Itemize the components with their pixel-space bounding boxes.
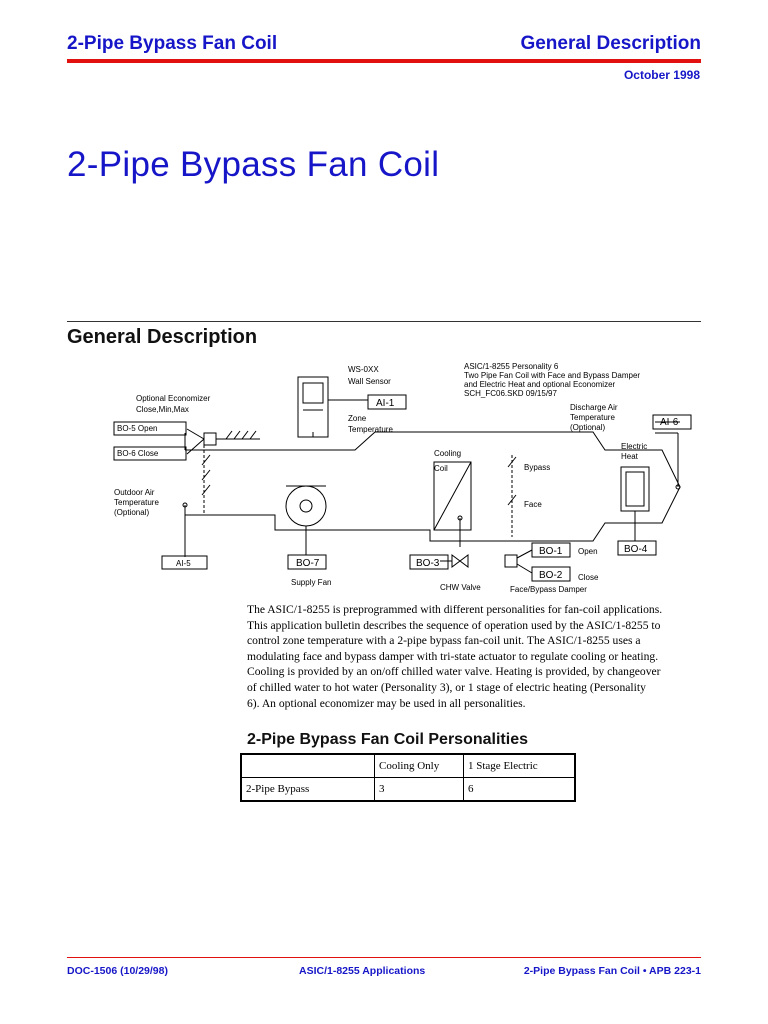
table-row [241,778,575,802]
zone-temp-label-2: Temperature [348,425,393,434]
bo1-label: BO-1 [539,546,563,557]
table-cell: 6 [464,778,576,802]
table-header-cell [241,754,375,778]
cooling-coil-label-2: Coil [434,464,448,473]
outdoor-air-label-2: Temperature [114,498,159,507]
section-title: General Description [67,326,258,348]
paragraph-line: 6). An optional economizer may be used in all personalities. [247,696,526,710]
fan-coil-schematic [100,355,720,600]
footer-center: ASIC/1-8255 Applications [299,965,426,977]
bo7-label: BO-7 [296,558,320,569]
bo6-label: BO-6 Close [117,449,159,458]
paragraph-line: modulating face and bypass damper with tri-state actuator to regulate cooling or heating. [247,649,659,663]
face-bypass-damper-label: Face/Bypass Damper [510,585,587,594]
outdoor-air-label-3: (Optional) [114,508,150,517]
paragraph-line: Cooling is provided by an on/off chilled water valve. Heating is provided, by changeover [247,665,661,679]
bo5-label: BO-5 Open [117,424,158,433]
table-title: 2-Pipe Bypass Fan Coil Personalities [247,731,528,748]
close-label: Close [578,573,599,582]
bo4-label: BO-4 [624,544,648,555]
economizer-label-2: Close,Min,Max [136,405,189,414]
table-cell: 2-Pipe Bypass [241,778,375,802]
bo2-label: BO-2 [539,570,563,581]
diagram-title-2: Two Pipe Fan Coil with Face and Bypass Damper [464,371,641,380]
header-rule [67,59,701,63]
zone-temp-label-1: Zone [348,414,367,423]
discharge-air-label-2: Temperature [570,413,615,422]
paragraph-line: This application bulletin describes the sequence of operation used by the ASIC/1-8255 to [247,618,661,632]
discharge-air-label-1: Discharge Air [570,403,618,412]
paragraph-line: of chilled water to hot water (Personality 3), or 1 stage of electric heating (Personality [247,680,646,694]
bypass-label: Bypass [524,463,551,472]
header-left-title: 2-Pipe Bypass Fan Coil [67,33,278,54]
footer-right: 2-Pipe Bypass Fan Coil • APB 223-1 [523,965,701,977]
ai1-label: AI-1 [376,398,395,409]
header-right-title: General Description [520,33,701,54]
table-header-cell: 1 Stage Electric [464,754,576,778]
section-rule [67,321,701,322]
wall-sensor-label-2: Wall Sensor [348,377,391,386]
supply-fan-label: Supply Fan [291,578,332,587]
ai5-label: AI-5 [176,559,191,568]
table-header-cell: Cooling Only [375,754,464,778]
table-cell: 3 [375,778,464,802]
electric-heat-label-1: Electric [621,442,648,451]
paragraph-line: control zone temperature with a 2-pipe bypass fan-coil unit. The ASIC/1-8255 uses a [247,634,641,648]
open-label: Open [578,547,598,556]
footer-left: DOC-1506 (10/29/98) [67,965,168,977]
electric-heat-label-2: Heat [621,452,638,461]
bo3-label: BO-3 [416,558,440,569]
paragraph-line: The ASIC/1-8255 is preprogrammed with different personalities for fan-coil applications. [247,603,663,616]
chw-valve-label: CHW Valve [440,583,481,592]
diagram-title-1: ASIC/1-8255 Personality 6 [464,362,559,371]
diagram-title-4: SCH_FC06.SKD 09/15/97 [464,389,557,398]
header-date: October 1998 [623,68,700,82]
outdoor-air-label-1: Outdoor Air [114,488,155,497]
economizer-label-1: Optional Economizer [136,394,211,403]
description-paragraph [247,602,707,711]
diagram-title-3: and Electric Heat and optional Economizer [464,380,616,389]
footer-rule [67,957,701,958]
personalities-table [240,753,576,802]
table-header-row [241,754,575,778]
discharge-air-label-3: (Optional) [570,423,606,432]
face-label: Face [524,500,542,509]
cooling-coil-label-1: Cooling [434,449,462,458]
wall-sensor-label-1: WS-0XX [348,365,379,374]
ai6-label: AI-6 [660,417,679,428]
page-title: 2-Pipe Bypass Fan Coil [67,145,440,184]
